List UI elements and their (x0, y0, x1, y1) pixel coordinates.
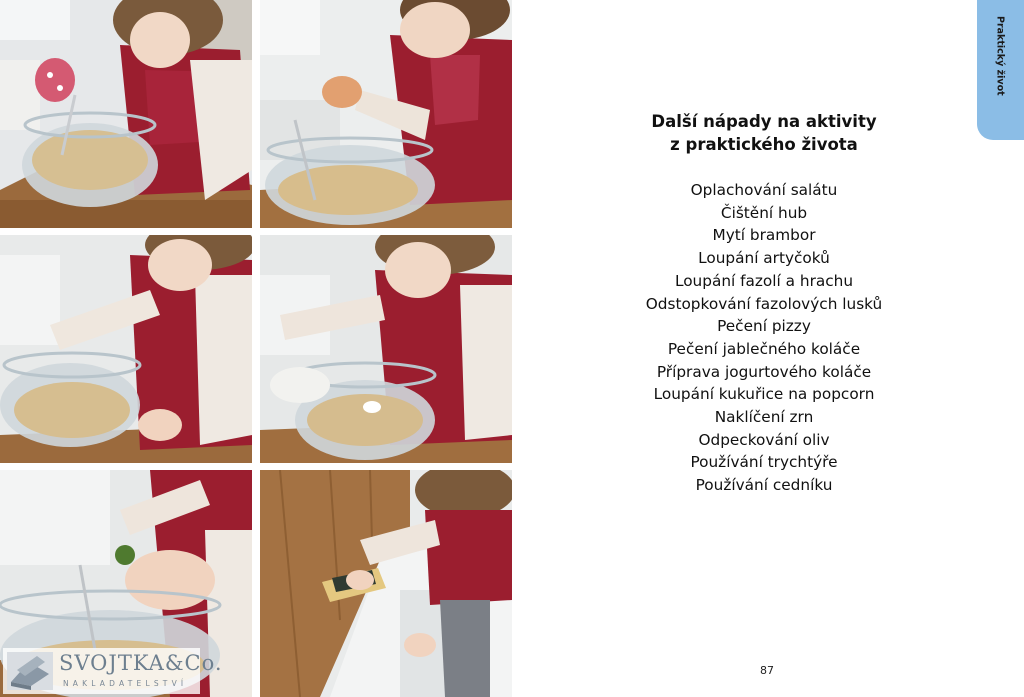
heading-line-2: z praktického života (670, 135, 858, 154)
list-item: Oplachování salátu (690, 181, 838, 199)
photo-child-pouring (0, 0, 252, 228)
page-number: 87 (760, 664, 774, 677)
list-item: Naklíčení zrn (714, 408, 814, 427)
page-heading (624, 110, 904, 156)
activity-list (624, 179, 904, 497)
list-item: Odstopkování fazolových lusků (645, 294, 883, 313)
list-item: Loupání kukuřice na popcorn (653, 385, 875, 404)
list-item: Loupání artyčoků (698, 249, 830, 268)
section-tab-label: Praktický život (994, 16, 1006, 96)
heading-line-1: Další nápady na aktivity (651, 112, 877, 131)
list-item: Čištění hub (720, 203, 808, 222)
publisher-emblem-icon (7, 652, 53, 690)
photo-child-stirring (0, 235, 252, 463)
list-item: Používání trychtýře (690, 453, 838, 472)
photo-child-cracking-egg (260, 0, 512, 228)
publisher-name: SVOJTKA&Co. (59, 651, 223, 675)
list-item: Mytí brambor (712, 226, 816, 245)
publisher-logo (3, 648, 223, 694)
photo-child-wiping-counter (260, 470, 512, 697)
photo-child-adding-egg (260, 235, 512, 463)
list-item: Loupání fazolí a hrachu (674, 271, 854, 290)
list-item: Používání cedníku (695, 476, 833, 495)
publisher-subtitle: NAKLADATELSTVÍ (63, 679, 188, 688)
text-page (512, 0, 1024, 697)
list-item: Pečení jablečného koláče (667, 339, 861, 358)
list-item: Odpeckování oliv (698, 430, 830, 449)
list-item: Příprava jogurtového koláče (656, 362, 872, 381)
list-item: Pečení pizzy (717, 317, 811, 336)
